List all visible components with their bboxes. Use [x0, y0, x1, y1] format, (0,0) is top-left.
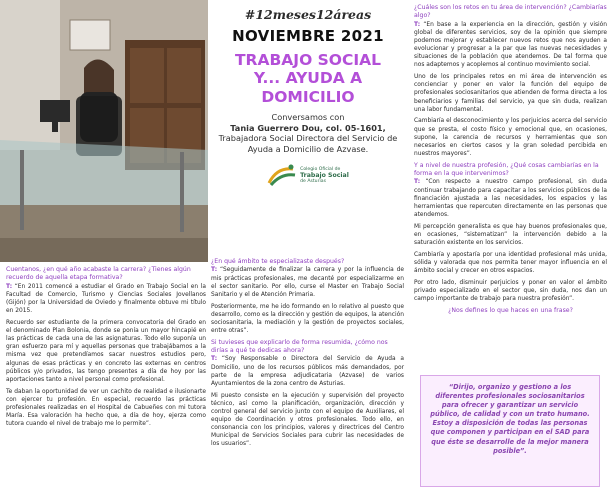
- answer-paragraph: Posteriormente, me he ido formando en lo relativo al puesto que desarrollo, como es la dirección y gestión de equipos, la atención sociosanitaria, la mediación y la gestión de proyectos sociales, entre otras”.: [211, 303, 404, 334]
- answer-paragraph: Recuerdo ser estudiante de la primera convocatoria del Grado en el denominado Plan Bolonia, donde se ponía un mayor hincapié en las prácticas de cada una de las asignaturas. Todo ello suponía un gran esfuerzo para mí y aquellas personas que trabajábamos a la misma vez que pretendíamos sacar nuestros estudios pero, algunas de esas prácticas y en concreto las externas en centros públicos y/o privados, las tengo presentes a día de hoy por las aportaciones tanto a nivel personal como profesional.: [6, 319, 206, 383]
- answer-paragraph: Cambiaría el desconocimiento y los perjuicios acerca del servicio que se presta, el costo físico y emocional que, en ocasiones, supone, la carencia de recursos y herramientas que son necesarios en ciertos casos y la gran soledad percibida en nuestros mayores”.: [414, 118, 607, 158]
- column-1: [6, 266, 206, 432]
- column-3: [414, 4, 607, 315]
- question-2: ¿En qué ámbito te especializaste después?: [211, 258, 345, 265]
- answer-paragraph: [211, 355, 404, 388]
- header-block: [212, 4, 404, 187]
- answer-paragraph: [6, 283, 206, 316]
- logo-text: [300, 167, 349, 185]
- answer-paragraph: [414, 178, 607, 219]
- office-photo: [0, 0, 208, 262]
- answer-marker: T:: [414, 179, 421, 186]
- hashtag: #12meses12áreas: [244, 7, 372, 22]
- month-title: NOVIEMBRE 2021: [232, 27, 384, 45]
- question-3: Si tuvieses que explicarlo de forma resumida, ¿cómo nos dirías a qué te dedicas ahora?: [211, 338, 388, 355]
- headline-line-3: DOMICILIO: [261, 87, 355, 106]
- quote-box: [420, 375, 600, 487]
- question-4: ¿Cuáles son los retos en tu área de intervención? ¿Cambiarías algo?: [414, 4, 607, 20]
- logo: [212, 163, 404, 187]
- headline-line-2: Y... AYUDA A: [253, 69, 363, 88]
- colegio-logo-icon: [267, 163, 297, 187]
- answer-paragraph: Mi percepción generalista es que hay buenos profesionales que, en ocasiones, “sistematizan” la intervención debido a la saturación existente en los servicios.: [414, 223, 607, 247]
- answer-paragraph: [211, 266, 404, 299]
- answer-text: “Seguidamente de finalizar la carrera y por la influencia de mis prácticas profesionales, me decanté por especializarme en el sector sanitario. Por ello, curse el Master en Trabajo Social Sanitario y el de Atención Primaria.: [211, 267, 404, 298]
- answer-text: “En 2011 comencé a estudiar el Grado en Trabajo Social en la Facultad de Comercio, Turismo y Ciencias Sociales Jovellanos (Gijón) por la Universidad de Oviedo y finalmente obtuve mi título en 2015.: [6, 283, 206, 315]
- column-2: [211, 258, 404, 452]
- intro: [212, 112, 404, 155]
- answer-text: “Con respecto a nuestro campo profesional, sin duda continuar trabajando para capacitar a los servicios públicos de la financiación ajustada a las necesidades, los espacios y las herramientas que repercuten directamente en las personas que atendemos.: [414, 179, 607, 219]
- question-6: ¿Nos defines lo que haces en una frase?: [448, 306, 573, 314]
- answer-text: “En base a la experiencia en la dirección, gestión y visión global de diferentes servicios, soy de la opinión que siempre podemos mejorar y establecer nuevos retos que nos ayuden a evolucionar y progresar a la par que las nuevas necesidades y situaciones de la población que atendemos. De tal forma que nos adaptemos y acoplemos al continuo movimiento social.: [414, 21, 607, 69]
- answer-paragraph: Mi puesto consiste en la ejecución y supervisión del proyecto técnico, así como la planificación, organización, dirección y control general del servicio junto con el equipo de Auxiliares, el equipo de Coordinación y otros profesionales. Todo ello, en consonancia con los principios, valores y directrices del Centro Municipal de Servicios Sociales para cubrir las necesidades de los usuarios”.: [211, 392, 404, 448]
- answer-paragraph: Te daban la oportunidad de ver un cachito de realidad e ilusionarte con ejercer tu profesión. En especial, recuerdo las prácticas profesionales realizadas en el Hospital de Cabueñes con mi tutora María. Esa valoración ha hecho que, a día de hoy, ejerza como tutora cuando el nivel de trabajo me lo permite”.: [6, 388, 206, 428]
- headline-line-1: TRABAJO SOCIAL: [234, 51, 381, 69]
- intro-name: Tania Guerrero Dou, col. 05-1601,: [230, 122, 386, 133]
- answer-paragraph: Por otro lado, disminuir perjuicios y poner en valor el ámbito privado especializado en el sector que, sin duda, nos dan un campo importante de trabajo para nuestra profesión”.: [414, 279, 607, 303]
- answer-paragraph: Cambiaría y apostaría por una identidad profesional más unida, sólida y valorada que nos permita tener mayor influencia en el ámbito social y crecer en otros espacios.: [414, 251, 607, 275]
- headline: [212, 51, 404, 106]
- quote-text: “Dirijo, organizo y gestiono a los diferentes profesionales sociosanitarios para ofrecer y garantizar un servicio público, de calidad y con un trato humano. Estoy a disposición de todas las personas que componen y participan en el SAD para que éste se desarrolle de la mejor manera posible”.: [430, 383, 590, 455]
- answer-marker: T:: [6, 283, 13, 290]
- answer-marker: T:: [211, 267, 218, 274]
- answer-marker: T:: [414, 21, 421, 28]
- logo-line-3: de Asturias: [300, 179, 326, 185]
- answer-paragraph: [414, 21, 607, 70]
- logo-line-2: Trabajo Social: [300, 171, 349, 179]
- intro-role: Trabajadora Social Directora del Servicio de Ayuda a Domicilio de Azvase.: [218, 133, 398, 154]
- answer-marker: T:: [211, 356, 218, 363]
- answer-text: “Soy Responsable o Directora del Servicio de Ayuda a Domicilio, uno de los recursos públicos más demandados, por parte de la empresa adjudicataria (Azvase) de varios Ayuntamientos de la zona centro de Asturias.: [211, 356, 405, 387]
- intro-lead: Conversamos con: [271, 111, 345, 122]
- question-5: Y a nivel de nuestra profesión, ¿Qué cosas cambiarías en la forma en la que intervenimos?: [414, 161, 599, 178]
- question-1: Cuentanos, ¿en qué año acabaste la carrera? ¿Tienes algún recuerdo de aquella etapa formativa?: [6, 266, 191, 282]
- office-photo-illustration: [0, 0, 208, 262]
- answer-paragraph: Uno de los principales retos en mi área de intervención es concienciar y poner en valor la función del equipo de profesionales sociosanitarios que atienden de forma directa a los beneficiarios y familias del servicio, ya que sin duda, realizan una labor fundamental.: [414, 74, 607, 113]
- logo-line-1: Colegio Oficial de: [300, 166, 341, 172]
